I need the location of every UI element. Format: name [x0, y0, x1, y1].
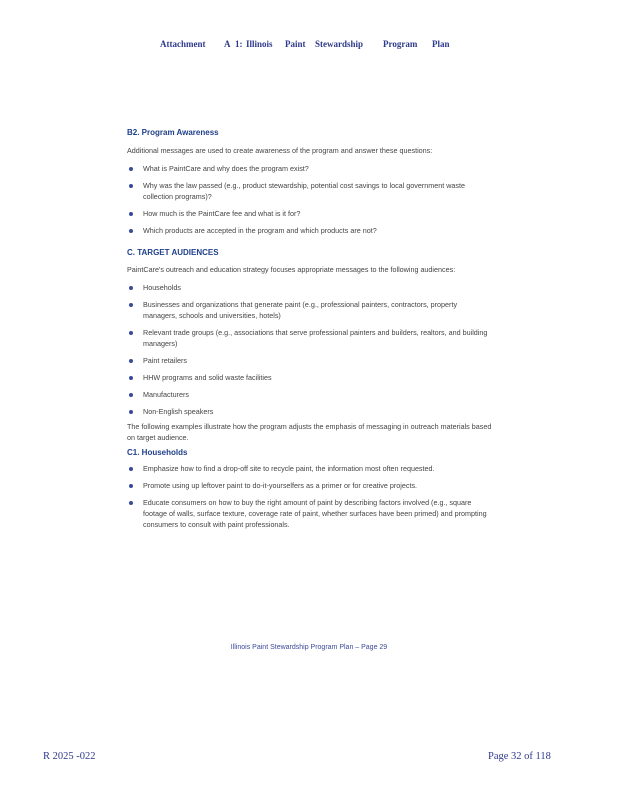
list-item: How much is the PaintCare fee and what is it for?	[127, 208, 492, 219]
attachment-header	[160, 39, 460, 53]
list-item: Relevant trade groups (e.g., associations that serve professional painters and builders, realtors, and building managers)	[127, 327, 492, 349]
list-item: HHW programs and solid waste facilities	[127, 372, 492, 383]
header-word: Attachment	[160, 39, 206, 49]
header-word: 1:	[235, 39, 243, 49]
document-number: R 2025 -022	[43, 751, 96, 762]
header-word: A	[224, 39, 231, 49]
list-item: Emphasize how to find a drop-off site to recycle paint, the information most often requested.	[127, 463, 492, 474]
section-outro-c: The following examples illustrate how the program adjusts the emphasis of messaging in outreach materials based on target audience.	[127, 422, 492, 442]
header-word: Paint	[285, 39, 306, 49]
list-item: Promote using up leftover paint to do-it-yourselfers as a primer or for creative projects.	[127, 480, 492, 491]
bullet-list-b2	[127, 163, 492, 236]
bullet-list-c1	[127, 463, 492, 530]
header-word: Program	[383, 39, 418, 49]
list-item: Households	[127, 282, 492, 293]
section-heading-c1: C1. Households	[127, 448, 188, 457]
list-item: Which products are accepted in the program and which products are not?	[127, 225, 492, 236]
section-heading-b2: B2. Program Awareness	[127, 128, 219, 137]
list-item: Paint retailers	[127, 355, 492, 366]
bullet-list-c	[127, 282, 492, 417]
section-intro-c: PaintCare's outreach and education strategy focuses appropriate messages to the following audiences:	[127, 265, 456, 274]
list-item: What is PaintCare and why does the program exist?	[127, 163, 492, 174]
list-item: Manufacturers	[127, 389, 492, 400]
page-counter: Page 32 of 118	[488, 751, 551, 762]
header-word: Stewardship	[315, 39, 364, 49]
page-footer: Illinois Paint Stewardship Program Plan – Page 29	[230, 644, 388, 651]
list-item: Why was the law passed (e.g., product stewardship, potential cost savings to local government waste collection programs)?	[127, 180, 492, 202]
list-item: Businesses and organizations that generate paint (e.g., professional painters, contractors, property managers, schools and universities, hotels)	[127, 299, 492, 321]
page-content	[127, 127, 492, 530]
header-word: Illinois	[246, 39, 273, 49]
list-item: Non-English speakers	[127, 406, 492, 417]
section-intro-b2: Additional messages are used to create awareness of the program and answer these questions:	[127, 146, 433, 155]
list-item: Educate consumers on how to buy the right amount of paint by describing factors involved (e.g., square footage of walls, surface texture, coverage rate of paint, whether surfaces have been primed) and prompting consumers to consult with paint professionals.	[127, 497, 492, 530]
header-word: Plan	[432, 39, 450, 49]
section-heading-c: C. TARGET AUDIENCES	[127, 248, 219, 257]
